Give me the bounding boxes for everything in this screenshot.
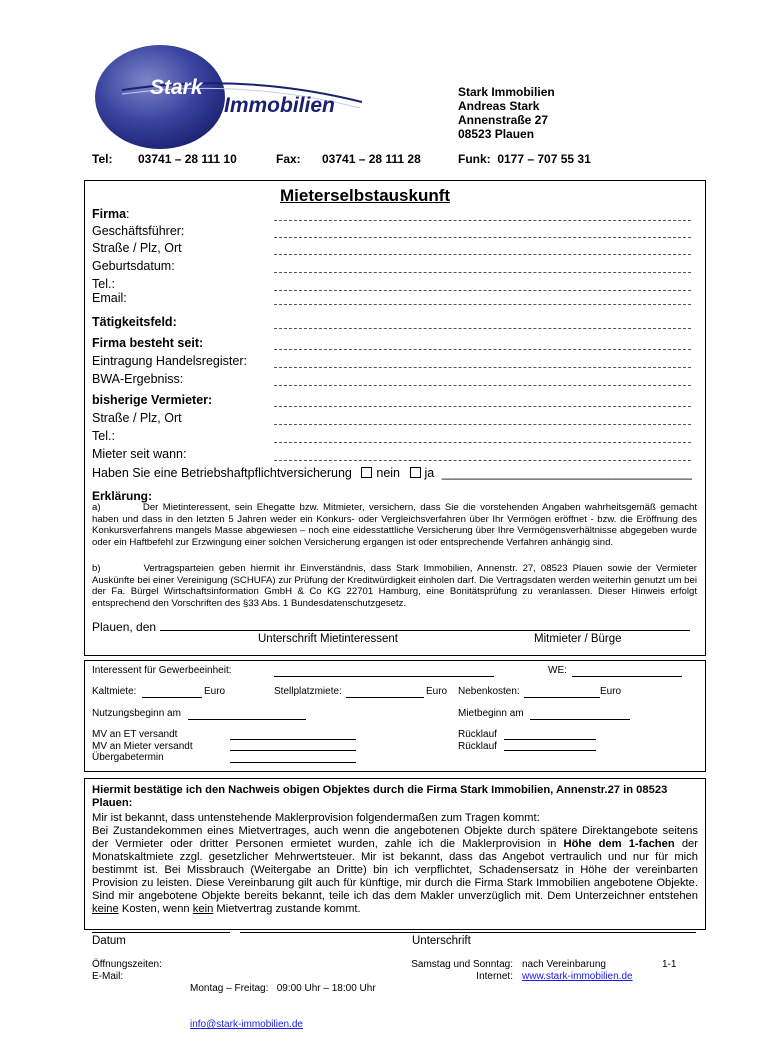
samstag-label: Samstag und Sonntag: — [411, 959, 513, 970]
field-fill-line[interactable] — [274, 272, 691, 273]
field-label-text: Straße / Plz, Ort — [92, 241, 182, 255]
field-label-text: Eintragung Handelsregister: — [92, 354, 247, 368]
nutzungsbeginn-label: Nutzungsbeginn am — [92, 708, 181, 719]
address-line: 08523 Plauen — [458, 127, 535, 141]
oeffnung-label: Öffnungszeiten: — [92, 959, 162, 970]
kaltmiete-line[interactable] — [142, 697, 202, 698]
nebenkosten-euro: Euro — [600, 686, 622, 697]
mv-mieter-line[interactable] — [230, 750, 356, 751]
kaltmiete-label: Kaltmiete: — [92, 686, 137, 697]
confirm-text-b: der Monatskaltmiete zzgl. gesetzlicher Mehrwertsteuer. Mir ist bekannt, dass das Angebot vertraulich und nur für mich bestimmt ist. Bei Missbrauch (Weitergabe an Dritte) bin ich verpflichtet, Schadensersatz in Höhe der vereinbarten Provision zu leisten. Diese Vereinbarung gilt auch für künftige, mir durch die Firma Stark Immobilien angebotene Objekte. Sind mir angebotene Objekte bereits bekannt, teile ich das dem Makler unverzüglich mit. Dem Unterzeichner entstehen — [92, 838, 698, 902]
field-label — [92, 224, 184, 238]
mietbeginn-line[interactable] — [530, 719, 630, 720]
uebergabe-label: Übergabetermin — [92, 752, 164, 763]
email-label: E-Mail: — [92, 971, 124, 982]
field-label-text: Tel.: — [92, 277, 115, 291]
footer-labels-right — [405, 959, 513, 983]
field-label — [92, 393, 212, 407]
field-label — [92, 277, 115, 291]
funk-number: Funk: 0177 – 707 55 31 — [458, 152, 591, 166]
ruecklauf-line-2[interactable] — [504, 750, 596, 751]
field-fill-line[interactable] — [274, 237, 691, 238]
fax-label: Fax: — [276, 152, 301, 166]
oeffnung-value: Montag – Freitag: 09:00 Uhr – 18:00 Uhr — [190, 983, 376, 994]
field-fill-line[interactable] — [274, 304, 691, 305]
address-line: Stark Immobilien — [458, 85, 555, 99]
field-fill-line[interactable] — [274, 290, 691, 291]
field-label — [92, 241, 182, 255]
unterschrift-line[interactable] — [240, 932, 696, 933]
logo-word-stark: Stark — [150, 76, 203, 99]
insurance-question-text: Haben Sie eine Betriebshaftpflichtversicherung — [92, 466, 352, 480]
we-line[interactable] — [572, 676, 682, 677]
page-number: 1-1 — [662, 959, 677, 970]
sig-mietinteressent: Unterschrift Mietinteressent — [258, 633, 398, 645]
field-label-text: Geburtsdatum: — [92, 259, 175, 273]
para-b-text: Vertragsparteien geben hiermit ihr Einverständnis, dass Stark Immobilien, Annenstr. 27, 08523 Plauen sowie der Vermieter Auskünfte bei einer Vereinigung (SCHUFA) zur Prüfung der Kreditwürdigkeit einholen darf. Die Vertragsdaten werden weiterhin genutzt um bei der Fa. Bürgel Wirtschaftsinformation GmbH & Co KG 22701 Hamburg, eine Bonitätsprüfung zu veranlassen. Dieser Hinweis erfolgt entsprechend den Vorschriften des §33 Abs. 1 Bundesdatenschutzgesetz. — [92, 563, 697, 609]
footer-labels — [92, 959, 162, 983]
datum-label: Datum — [92, 935, 126, 947]
mietbeginn-label: Mietbeginn am — [458, 708, 524, 719]
datum-line[interactable] — [92, 932, 230, 933]
field-label-bold: bisherige Vermieter: — [92, 393, 213, 407]
field-label — [92, 429, 115, 443]
field-fill-line[interactable] — [274, 220, 691, 221]
field-label-text: BWA-Ergebniss: — [92, 372, 184, 386]
field-label — [92, 354, 247, 368]
we-label: WE: — [548, 665, 567, 676]
ruecklauf-label: Rücklauf — [458, 729, 497, 740]
insurance-nein-label: nein — [376, 466, 401, 480]
insurance-ja-line[interactable]: ____________________________________ — [441, 466, 692, 480]
field-label-text: : — [126, 207, 130, 221]
confirm-line1: Mir ist bekannt, dass untenstehende Maklerprovision folgendermaßen zum Tragen kommt: — [92, 812, 540, 824]
field-label-text: Geschäftsführer: — [92, 224, 185, 238]
field-label-text: Tel.: — [92, 429, 115, 443]
nebenkosten-label: Nebenkosten: — [458, 686, 520, 697]
signature-line[interactable] — [160, 630, 690, 631]
field-fill-line[interactable] — [274, 442, 691, 443]
tel-label: Tel: — [92, 152, 113, 166]
internet-label: Internet: — [476, 971, 513, 982]
stellplatz-line[interactable] — [346, 697, 424, 698]
field-label-text: Mieter seit wann: — [92, 447, 187, 461]
unterschrift-label: Unterschrift — [412, 935, 471, 947]
plauen-den: Plauen, den — [92, 620, 157, 634]
erklaerung-title: Erklärung: — [92, 489, 153, 503]
erklaerung-a — [92, 502, 697, 548]
insurance-ja-checkbox[interactable] — [410, 467, 421, 478]
mv-et-line[interactable] — [230, 739, 356, 740]
interessent-label: Interessent für Gewerbeeinheit: — [92, 665, 232, 676]
field-label — [92, 259, 175, 273]
confirm-text-d: Mietvertrag zustande kommt. — [213, 903, 361, 915]
field-label — [92, 372, 183, 386]
field-fill-line[interactable] — [274, 254, 691, 255]
confirm-heading: Hiermit bestätige ich den Nachweis obigen Objektes durch die Firma Stark Immobilien, Annenstr.27 in 08523 Plauen: — [92, 784, 668, 809]
address-line: Andreas Stark — [458, 99, 540, 113]
insurance-nein-checkbox[interactable] — [361, 467, 372, 478]
insurance-question — [92, 466, 692, 480]
interessent-line[interactable] — [274, 676, 494, 677]
confirm-text-a: Bei Zustandekommen eines Mietvertrages, auch wenn die angebotenen Objekte durch spätere Direktangebote seitens der Vermieter oder dritter Personen ermietet wurden, zahle ich die Maklerprovision in — [92, 825, 698, 850]
footer-values — [190, 959, 376, 1043]
field-label-bold: Firma — [92, 207, 127, 221]
field-fill-line[interactable] — [274, 367, 691, 368]
field-label-bold: Firma besteht seit: — [92, 336, 204, 350]
field-label-bold: Tätigkeitsfeld: — [92, 315, 177, 329]
confirm-keine: keine — [92, 903, 119, 915]
field-fill-line[interactable] — [274, 385, 691, 386]
sig-mitmieter: Mitmieter / Bürge — [534, 633, 622, 645]
field-label — [92, 315, 177, 329]
nutzungsbeginn-line[interactable] — [188, 719, 306, 720]
mv-et-label: MV an ET versandt — [92, 729, 178, 740]
company-logo — [92, 42, 372, 152]
stellplatz-euro: Euro — [426, 686, 448, 697]
address-line: Annenstraße 27 — [458, 113, 549, 127]
field-label — [92, 336, 203, 350]
para-b-label: b) — [92, 563, 101, 574]
samstag-value: nach Vereinbarung — [522, 959, 606, 970]
company-address — [458, 85, 555, 141]
field-label-text: Straße / Plz, Ort — [92, 411, 182, 425]
field-fill-line[interactable] — [274, 424, 691, 425]
ruecklauf-label: Rücklauf — [458, 740, 497, 752]
insurance-ja-label: ja — [424, 466, 435, 480]
field-fill-line[interactable] — [274, 460, 691, 461]
confirm-text-bold: Höhe dem 1-fachen — [563, 838, 675, 850]
ruecklauf-line-1[interactable] — [504, 739, 596, 740]
confirm-kein: kein — [192, 903, 214, 915]
field-label — [92, 207, 130, 221]
erklaerung-b — [92, 563, 697, 609]
confirm-text-c: Kosten, wenn — [118, 903, 193, 915]
tel-value: 03741 – 28 111 10 — [138, 152, 237, 166]
field-fill-line[interactable] — [274, 406, 691, 407]
confirm-text — [92, 812, 698, 916]
logo-word-immobilien: Immobilien — [224, 94, 335, 117]
mv-labels — [92, 729, 193, 764]
field-label — [92, 291, 127, 305]
fax-value: 03741 – 28 111 28 — [322, 152, 421, 166]
form-title: Mieterselbstauskunft — [280, 186, 451, 205]
uebergabe-line[interactable] — [230, 762, 356, 763]
field-label — [92, 447, 186, 461]
mv-mieter-label: MV an Mieter versandt — [92, 740, 193, 752]
field-label-text: Email: — [92, 291, 127, 305]
field-label — [92, 411, 182, 425]
nebenkosten-line[interactable] — [524, 697, 600, 698]
kaltmiete-euro: Euro — [204, 686, 226, 697]
ruecklauf-labels — [458, 729, 497, 752]
field-fill-line[interactable] — [274, 328, 691, 329]
email-link[interactable]: info@stark-immobilien.de — [190, 1019, 303, 1030]
footer-values-right — [522, 959, 633, 983]
stellplatz-label: Stellplatzmiete: — [274, 686, 342, 697]
para-a-text: Der Mietinteressent, sein Ehegatte bzw. Mitmieter, versichern, dass Sie die vorstehenden Angaben wahrheitsgemäß gemacht haben und dass in den letzten 5 Jahren weder ein Konkurs- oder Vergleichsverfahren über Ihr Vermögen eröffnet - bzw. die Eröffnung des Konkursverfahrens mangels Masse abgewiesen – noch eine eidesstattliche Versicherung über Ihre Vermögensverhältnisse abgegeben wurde oder ein Haftbefehl zur Erzwingung einer solchen Versicherung ergangen ist oder entsprechende Verfahren anhängig sind. — [92, 502, 697, 548]
internet-link[interactable]: www.stark-immobilien.de — [522, 971, 633, 982]
para-a-label: a) — [92, 502, 101, 513]
field-fill-line[interactable] — [274, 349, 691, 350]
